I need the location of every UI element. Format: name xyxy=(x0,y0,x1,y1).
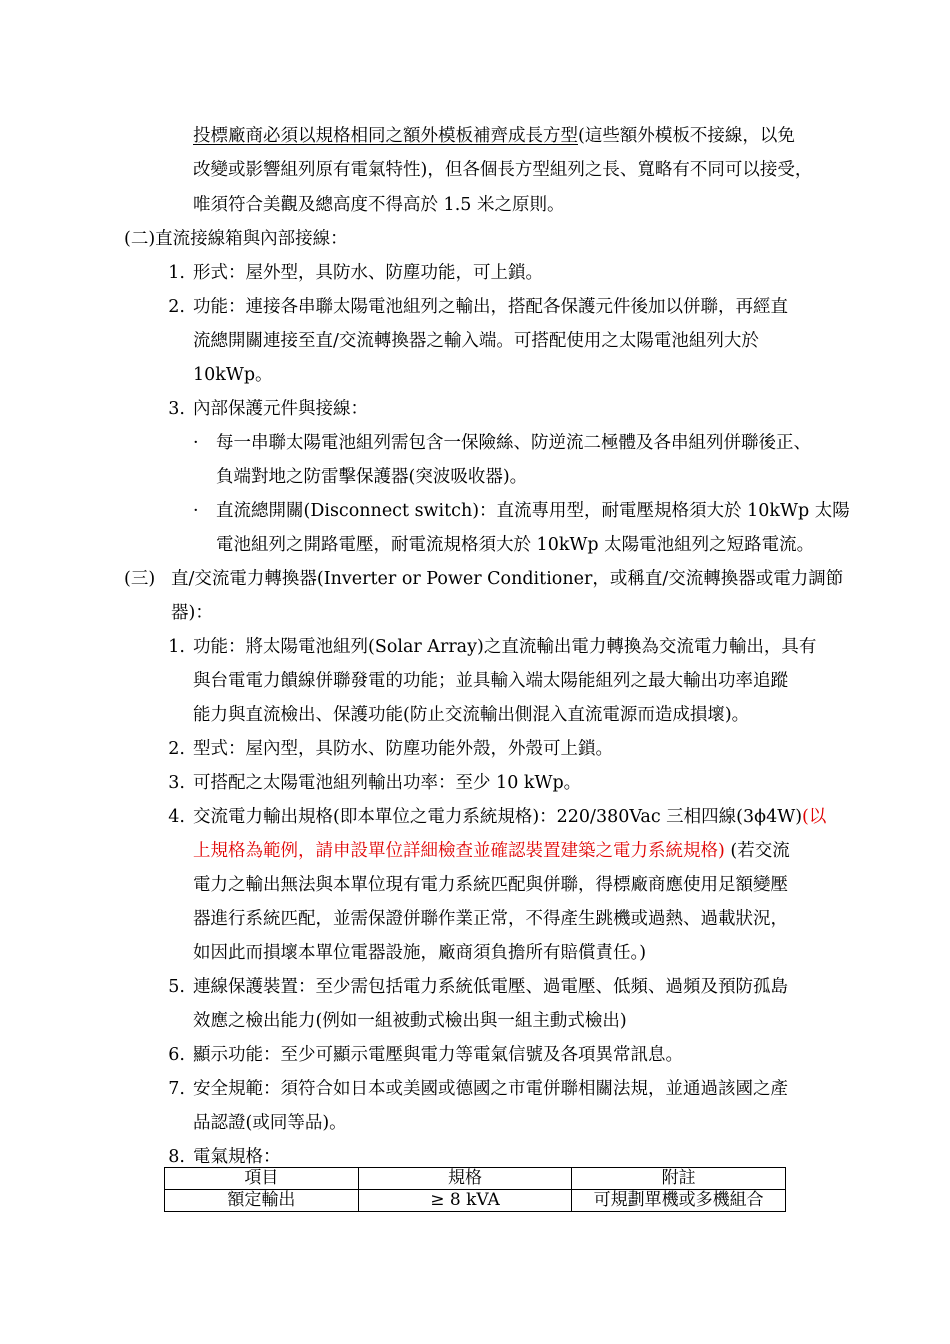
list-number: 3. xyxy=(168,773,185,793)
text-line: 電氣規格： xyxy=(193,1147,281,1167)
section-heading: (二)直流接線箱與內部接線： xyxy=(124,229,348,249)
text-line: 流總開關連接至直/交流轉換器之輸入端。可搭配使用之太陽電池組列大於 xyxy=(193,331,759,351)
table-header-row xyxy=(165,1168,786,1190)
red-text: 上規格為範例，請申設單位詳細檢查並確認裝置建築之電力系統規格) xyxy=(193,841,725,861)
text-line: 電力之輸出無法與本單位現有電力系統匹配與併聯，得標廠商應使用足額變壓 xyxy=(193,875,788,895)
text-line: 顯示功能：至少可顯示電壓與電力等電氣信號及各項異常訊息。 xyxy=(193,1045,683,1065)
text-line: 負端對地之防雷擊保護器(突波吸收器)。 xyxy=(216,467,528,487)
text-fragment: (這些額外模板不接線，以免 xyxy=(578,126,795,146)
text-line: 能力與直流檢出、保護功能(防止交流輸出側混入直流電源而造成損壞)。 xyxy=(193,705,750,725)
text-line: 可搭配之太陽電池組列輸出功率：至少 10 kWp。 xyxy=(193,773,582,793)
text-line: 10kWp。 xyxy=(193,365,273,385)
text-line xyxy=(193,839,790,863)
text-line: 內部保護元件與接線： xyxy=(193,399,368,419)
list-number: 7. xyxy=(168,1079,185,1099)
list-number: 2. xyxy=(168,297,185,317)
text-line xyxy=(193,805,826,829)
text-line: 直流總開關(Disconnect switch)：直流專用型，耐電壓規格須大於 10kWp 太陽 xyxy=(216,501,850,521)
text-line: 唯須符合美觀及總高度不得高於 1.5 米之原則。 xyxy=(193,195,565,215)
text-fragment: (若交流 xyxy=(724,841,790,861)
text-line: 形式：屋外型，具防水、防塵功能，可上鎖。 xyxy=(193,263,543,283)
red-text: (以 xyxy=(802,807,827,827)
spec-table xyxy=(164,1167,786,1212)
text-line: 電池組列之開路電壓，耐電流規格須大於 10kWp 太陽電池組列之短路電流。 xyxy=(216,535,815,555)
list-number: 2. xyxy=(168,739,185,759)
text-line: 如因此而損壞本單位電器設施，廠商須負擔所有賠償責任。) xyxy=(193,943,647,963)
text-line: 型式：屋內型，具防水、防塵功能外殼，外殼可上鎖。 xyxy=(193,739,613,759)
list-number: 5. xyxy=(168,977,185,997)
text-line: 與台電電力饋線併聯發電的功能；並具輸入端太陽能組列之最大輸出功率追蹤 xyxy=(193,671,788,691)
table-row xyxy=(165,1190,786,1212)
list-number: 3. xyxy=(168,399,185,419)
table-cell: 額定輸出 xyxy=(165,1190,359,1212)
bullet-icon: · xyxy=(193,501,199,521)
bullet-icon: · xyxy=(193,433,199,453)
table-cell: ≥ 8 kVA xyxy=(358,1190,572,1212)
text-fragment: 交流電力輸出規格(即本單位之電力系統規格)：220/380Vac 三相四線(3ϕ4W) xyxy=(193,807,803,827)
text-line xyxy=(193,124,795,148)
text-line: 功能：連接各串聯太陽電池組列之輸出，搭配各保護元件後加以併聯，再經直 xyxy=(193,297,788,317)
column-header: 附註 xyxy=(572,1168,786,1190)
text-line: 改變或影響組列原有電氣特性)，但各個長方型組列之長、寬略有不同可以接受， xyxy=(193,160,813,180)
underlined-text: 投標廠商必須以規格相同之額外模板補齊成長方型 xyxy=(193,126,578,146)
column-header: 規格 xyxy=(358,1168,572,1190)
list-number: 8. xyxy=(168,1147,185,1167)
text-line: 器進行系統匹配，並需保證併聯作業正常，不得產生跳機或過熱、過載狀況， xyxy=(193,909,788,929)
table-cell: 可規劃單機或多機組合 xyxy=(572,1190,786,1212)
text-line: 安全規範：須符合如日本或美國或德國之市電併聯相關法規，並通過該國之產 xyxy=(193,1079,788,1099)
list-number: 6. xyxy=(168,1045,185,1065)
list-number: 1. xyxy=(168,637,185,657)
text-line: 功能：將太陽電池組列(Solar Array)之直流輸出電力轉換為交流電力輸出，具有 xyxy=(193,637,817,657)
text-line: 連線保護裝置：至少需包括電力系統低電壓、過電壓、低頻、過頻及預防孤島 xyxy=(193,977,788,997)
list-number: 1. xyxy=(168,263,185,283)
list-number: 4. xyxy=(168,807,185,827)
text-line: 效應之檢出能力(例如一組被動式檢出與一組主動式檢出) xyxy=(193,1011,627,1031)
column-header: 項目 xyxy=(165,1168,359,1190)
section-heading: (三) xyxy=(124,569,156,589)
text-line: 每一串聯太陽電池組列需包含一保險絲、防逆流二極體及各串組列併聯後正、 xyxy=(216,433,811,453)
text-line: 器)： xyxy=(171,603,213,623)
text-line: 品認證(或同等品)。 xyxy=(193,1113,347,1133)
text-line: 直/交流電力轉換器(Inverter or Power Conditioner，或稱直/交流轉換器或電力調節 xyxy=(171,569,844,589)
